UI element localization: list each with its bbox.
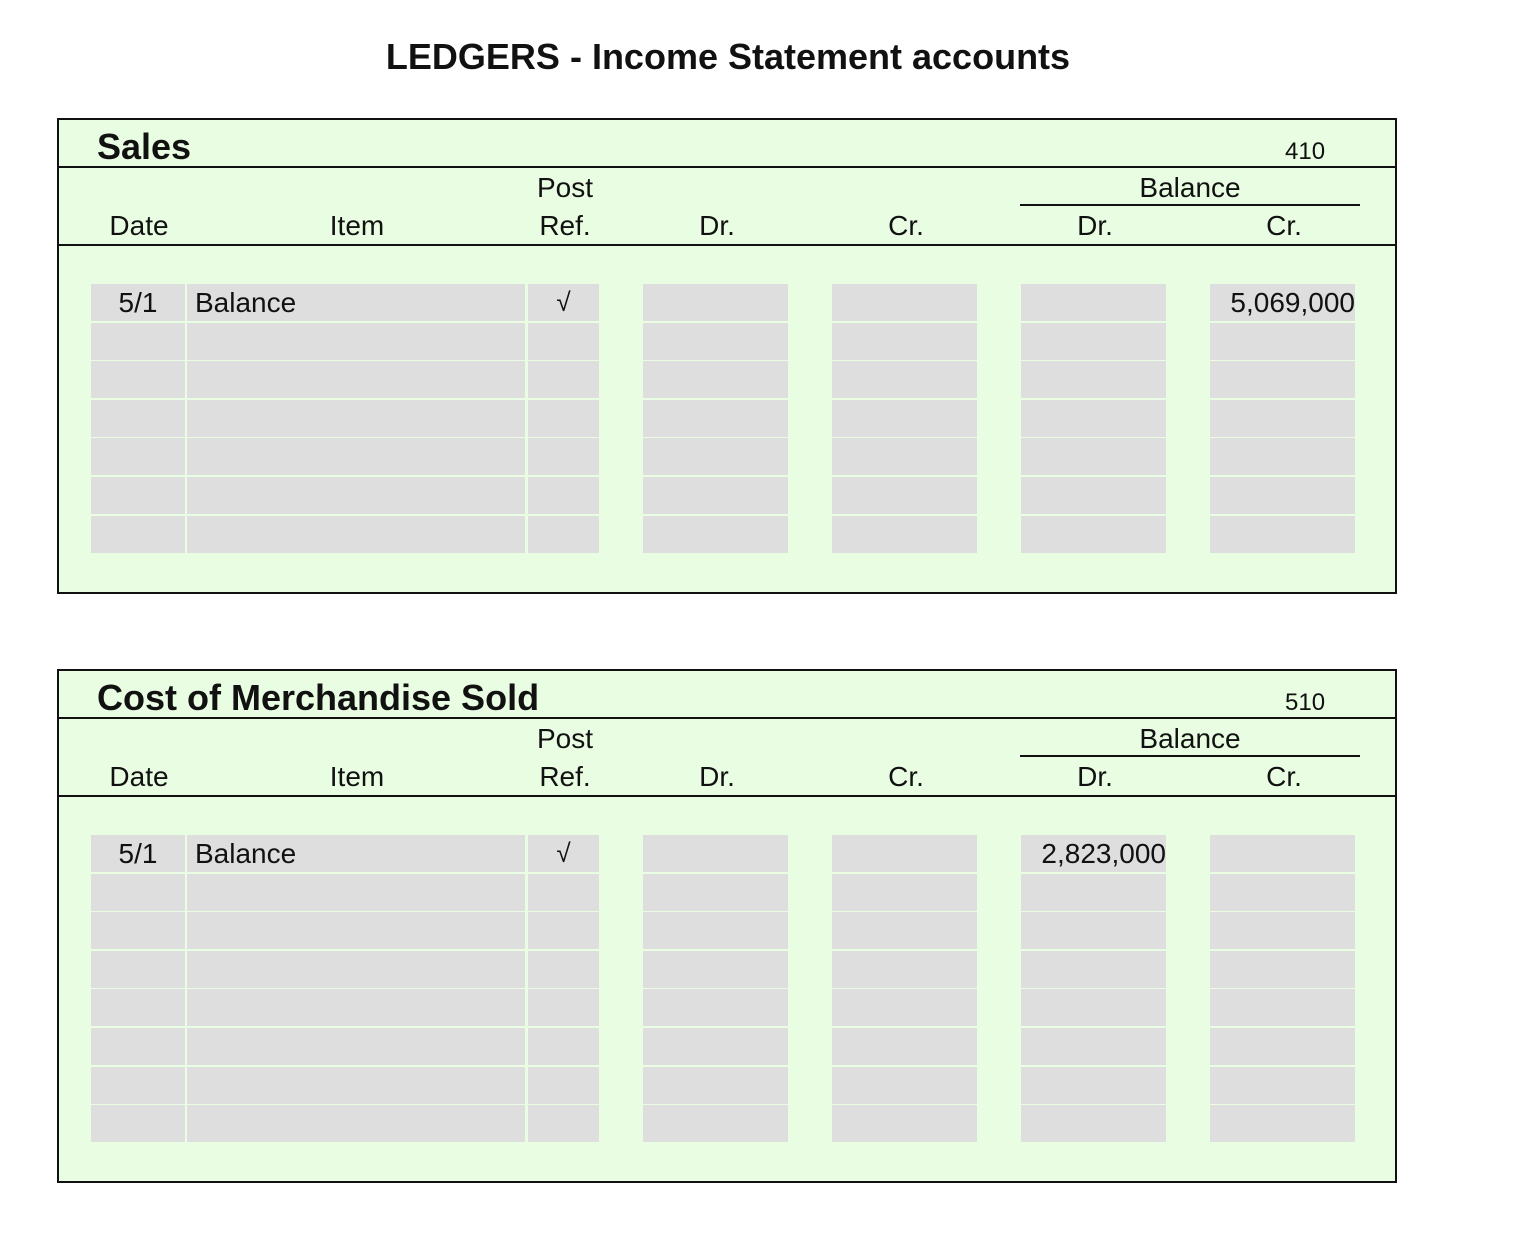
post-ref-cell[interactable]: √ — [528, 284, 599, 321]
item-cell[interactable] — [187, 323, 525, 360]
credit-cell[interactable] — [832, 951, 977, 988]
item-cell[interactable]: Balance — [187, 835, 525, 872]
date-cell[interactable]: 5/1 — [91, 835, 185, 872]
credit-cell[interactable] — [832, 516, 977, 553]
ledger-sales — [57, 118, 1397, 594]
credit-cell[interactable] — [832, 323, 977, 360]
balance-credit-cell[interactable] — [1210, 516, 1355, 553]
header-balance: Balance — [1139, 723, 1241, 754]
balance-credit-cell[interactable] — [1210, 438, 1355, 475]
date-cell[interactable] — [91, 951, 185, 988]
balance-credit-cell[interactable] — [1210, 323, 1355, 360]
balance-debit-cell[interactable] — [1021, 874, 1166, 911]
balance-debit-cell[interactable] — [1021, 516, 1166, 553]
item-cell[interactable] — [187, 912, 525, 949]
balance-debit-cell[interactable] — [1021, 1105, 1166, 1142]
header-date: Date — [109, 761, 169, 792]
item-cell[interactable] — [187, 400, 525, 437]
debit-cell[interactable] — [643, 477, 788, 514]
post-ref-cell[interactable] — [528, 989, 599, 1026]
post-ref-cell[interactable] — [528, 1105, 599, 1142]
balance-debit-cell[interactable] — [1021, 438, 1166, 475]
header-balance-cr: Cr. — [1266, 761, 1302, 792]
header-ref: Ref. — [539, 210, 591, 241]
account-name: Cost of Merchandise Sold — [97, 677, 540, 718]
post-ref-cell[interactable] — [528, 1028, 599, 1065]
post-ref-cell[interactable] — [528, 1067, 599, 1104]
credit-cell[interactable] — [832, 1105, 977, 1142]
account-number: 410 — [1285, 138, 1326, 165]
balance-debit-cell[interactable] — [1021, 1028, 1166, 1065]
date-cell[interactable] — [91, 874, 185, 911]
post-ref-cell[interactable] — [528, 400, 599, 437]
balance-debit-cell[interactable] — [1021, 477, 1166, 514]
post-ref-cell[interactable] — [528, 323, 599, 360]
header-balance: Balance — [1139, 172, 1241, 203]
date-cell[interactable] — [91, 516, 185, 553]
post-ref-cell[interactable]: √ — [528, 835, 599, 872]
divider — [59, 717, 1395, 719]
post-ref-cell[interactable] — [528, 951, 599, 988]
debit-cell[interactable] — [643, 438, 788, 475]
debit-cell[interactable] — [643, 1028, 788, 1065]
item-cell[interactable] — [187, 438, 525, 475]
date-cell[interactable] — [91, 1028, 185, 1065]
credit-cell[interactable] — [832, 835, 977, 872]
header-dr: Dr. — [699, 761, 735, 792]
item-cell[interactable] — [187, 874, 525, 911]
balance-credit-cell[interactable] — [1210, 989, 1355, 1026]
post-ref-cell[interactable] — [528, 438, 599, 475]
header-balance-cr: Cr. — [1266, 210, 1302, 241]
date-cell[interactable] — [91, 1067, 185, 1104]
date-cell[interactable] — [91, 477, 185, 514]
post-ref-cell[interactable] — [528, 477, 599, 514]
balance-divider — [1020, 204, 1360, 206]
balance-credit-cell[interactable]: 5,069,000 — [1210, 284, 1355, 321]
balance-credit-cell[interactable] — [1210, 835, 1355, 872]
balance-debit-cell[interactable] — [1021, 361, 1166, 398]
credit-cell[interactable] — [832, 477, 977, 514]
header-ref: Ref. — [539, 761, 591, 792]
balance-divider — [1020, 755, 1360, 757]
item-cell[interactable] — [187, 1105, 525, 1142]
header-balance-dr: Dr. — [1077, 210, 1113, 241]
header-post: Post — [536, 172, 594, 203]
date-cell[interactable] — [91, 438, 185, 475]
balance-debit-cell[interactable]: 2,823,000 — [1021, 835, 1166, 872]
balance-debit-cell[interactable] — [1021, 989, 1166, 1026]
account-number: 510 — [1285, 689, 1326, 716]
item-cell[interactable] — [187, 989, 525, 1026]
item-cell[interactable] — [187, 516, 525, 553]
balance-credit-cell[interactable] — [1210, 477, 1355, 514]
credit-cell[interactable] — [832, 1067, 977, 1104]
page-title: LEDGERS - Income Statement accounts — [385, 36, 1071, 77]
debit-cell[interactable] — [643, 835, 788, 872]
balance-credit-cell[interactable] — [1210, 951, 1355, 988]
header-post: Post — [536, 723, 594, 754]
debit-cell[interactable] — [643, 874, 788, 911]
date-cell[interactable] — [91, 361, 185, 398]
balance-debit-cell[interactable] — [1021, 951, 1166, 988]
balance-debit-cell[interactable] — [1021, 912, 1166, 949]
header-cr: Cr. — [888, 210, 924, 241]
balance-debit-cell[interactable] — [1021, 284, 1166, 321]
debit-cell[interactable] — [643, 516, 788, 553]
debit-cell[interactable] — [643, 361, 788, 398]
header-item: Item — [329, 761, 385, 792]
credit-cell[interactable] — [832, 400, 977, 437]
balance-debit-cell[interactable] — [1021, 323, 1166, 360]
balance-credit-cell[interactable] — [1210, 1105, 1355, 1142]
item-cell[interactable] — [187, 1028, 525, 1065]
post-ref-cell[interactable] — [528, 912, 599, 949]
post-ref-cell[interactable] — [528, 516, 599, 553]
balance-debit-cell[interactable] — [1021, 1067, 1166, 1104]
credit-cell[interactable] — [832, 989, 977, 1026]
debit-cell[interactable] — [643, 284, 788, 321]
post-ref-cell[interactable] — [528, 361, 599, 398]
debit-cell[interactable] — [643, 400, 788, 437]
header-balance-dr: Dr. — [1077, 761, 1113, 792]
date-cell[interactable] — [91, 912, 185, 949]
date-cell[interactable] — [91, 989, 185, 1026]
divider — [59, 166, 1395, 168]
balance-credit-cell[interactable] — [1210, 400, 1355, 437]
post-ref-cell[interactable] — [528, 874, 599, 911]
credit-cell[interactable] — [832, 284, 977, 321]
ledger-cost-of-merchandise-sold — [57, 669, 1397, 1183]
date-cell[interactable] — [91, 1105, 185, 1142]
debit-cell[interactable] — [643, 951, 788, 988]
date-cell[interactable] — [91, 323, 185, 360]
divider — [59, 795, 1395, 797]
item-cell[interactable] — [187, 361, 525, 398]
balance-credit-cell[interactable] — [1210, 874, 1355, 911]
item-cell[interactable] — [187, 951, 525, 988]
header-cr: Cr. — [888, 761, 924, 792]
credit-cell[interactable] — [832, 438, 977, 475]
credit-cell[interactable] — [832, 874, 977, 911]
item-cell[interactable]: Balance — [187, 284, 525, 321]
credit-cell[interactable] — [832, 1028, 977, 1065]
balance-credit-cell[interactable] — [1210, 1028, 1355, 1065]
debit-cell[interactable] — [643, 1105, 788, 1142]
balance-credit-cell[interactable] — [1210, 361, 1355, 398]
debit-cell[interactable] — [643, 912, 788, 949]
item-cell[interactable] — [187, 477, 525, 514]
header-item: Item — [329, 210, 385, 241]
date-cell[interactable]: 5/1 — [91, 284, 185, 321]
credit-cell[interactable] — [832, 361, 977, 398]
item-cell[interactable] — [187, 1067, 525, 1104]
debit-cell[interactable] — [643, 323, 788, 360]
balance-debit-cell[interactable] — [1021, 400, 1166, 437]
header-date: Date — [109, 210, 169, 241]
balance-credit-cell[interactable] — [1210, 1067, 1355, 1104]
credit-cell[interactable] — [832, 912, 977, 949]
balance-credit-cell[interactable] — [1210, 912, 1355, 949]
divider — [59, 244, 1395, 246]
debit-cell[interactable] — [643, 1067, 788, 1104]
date-cell[interactable] — [91, 400, 185, 437]
header-dr: Dr. — [699, 210, 735, 241]
account-name: Sales — [97, 126, 192, 167]
debit-cell[interactable] — [643, 989, 788, 1026]
